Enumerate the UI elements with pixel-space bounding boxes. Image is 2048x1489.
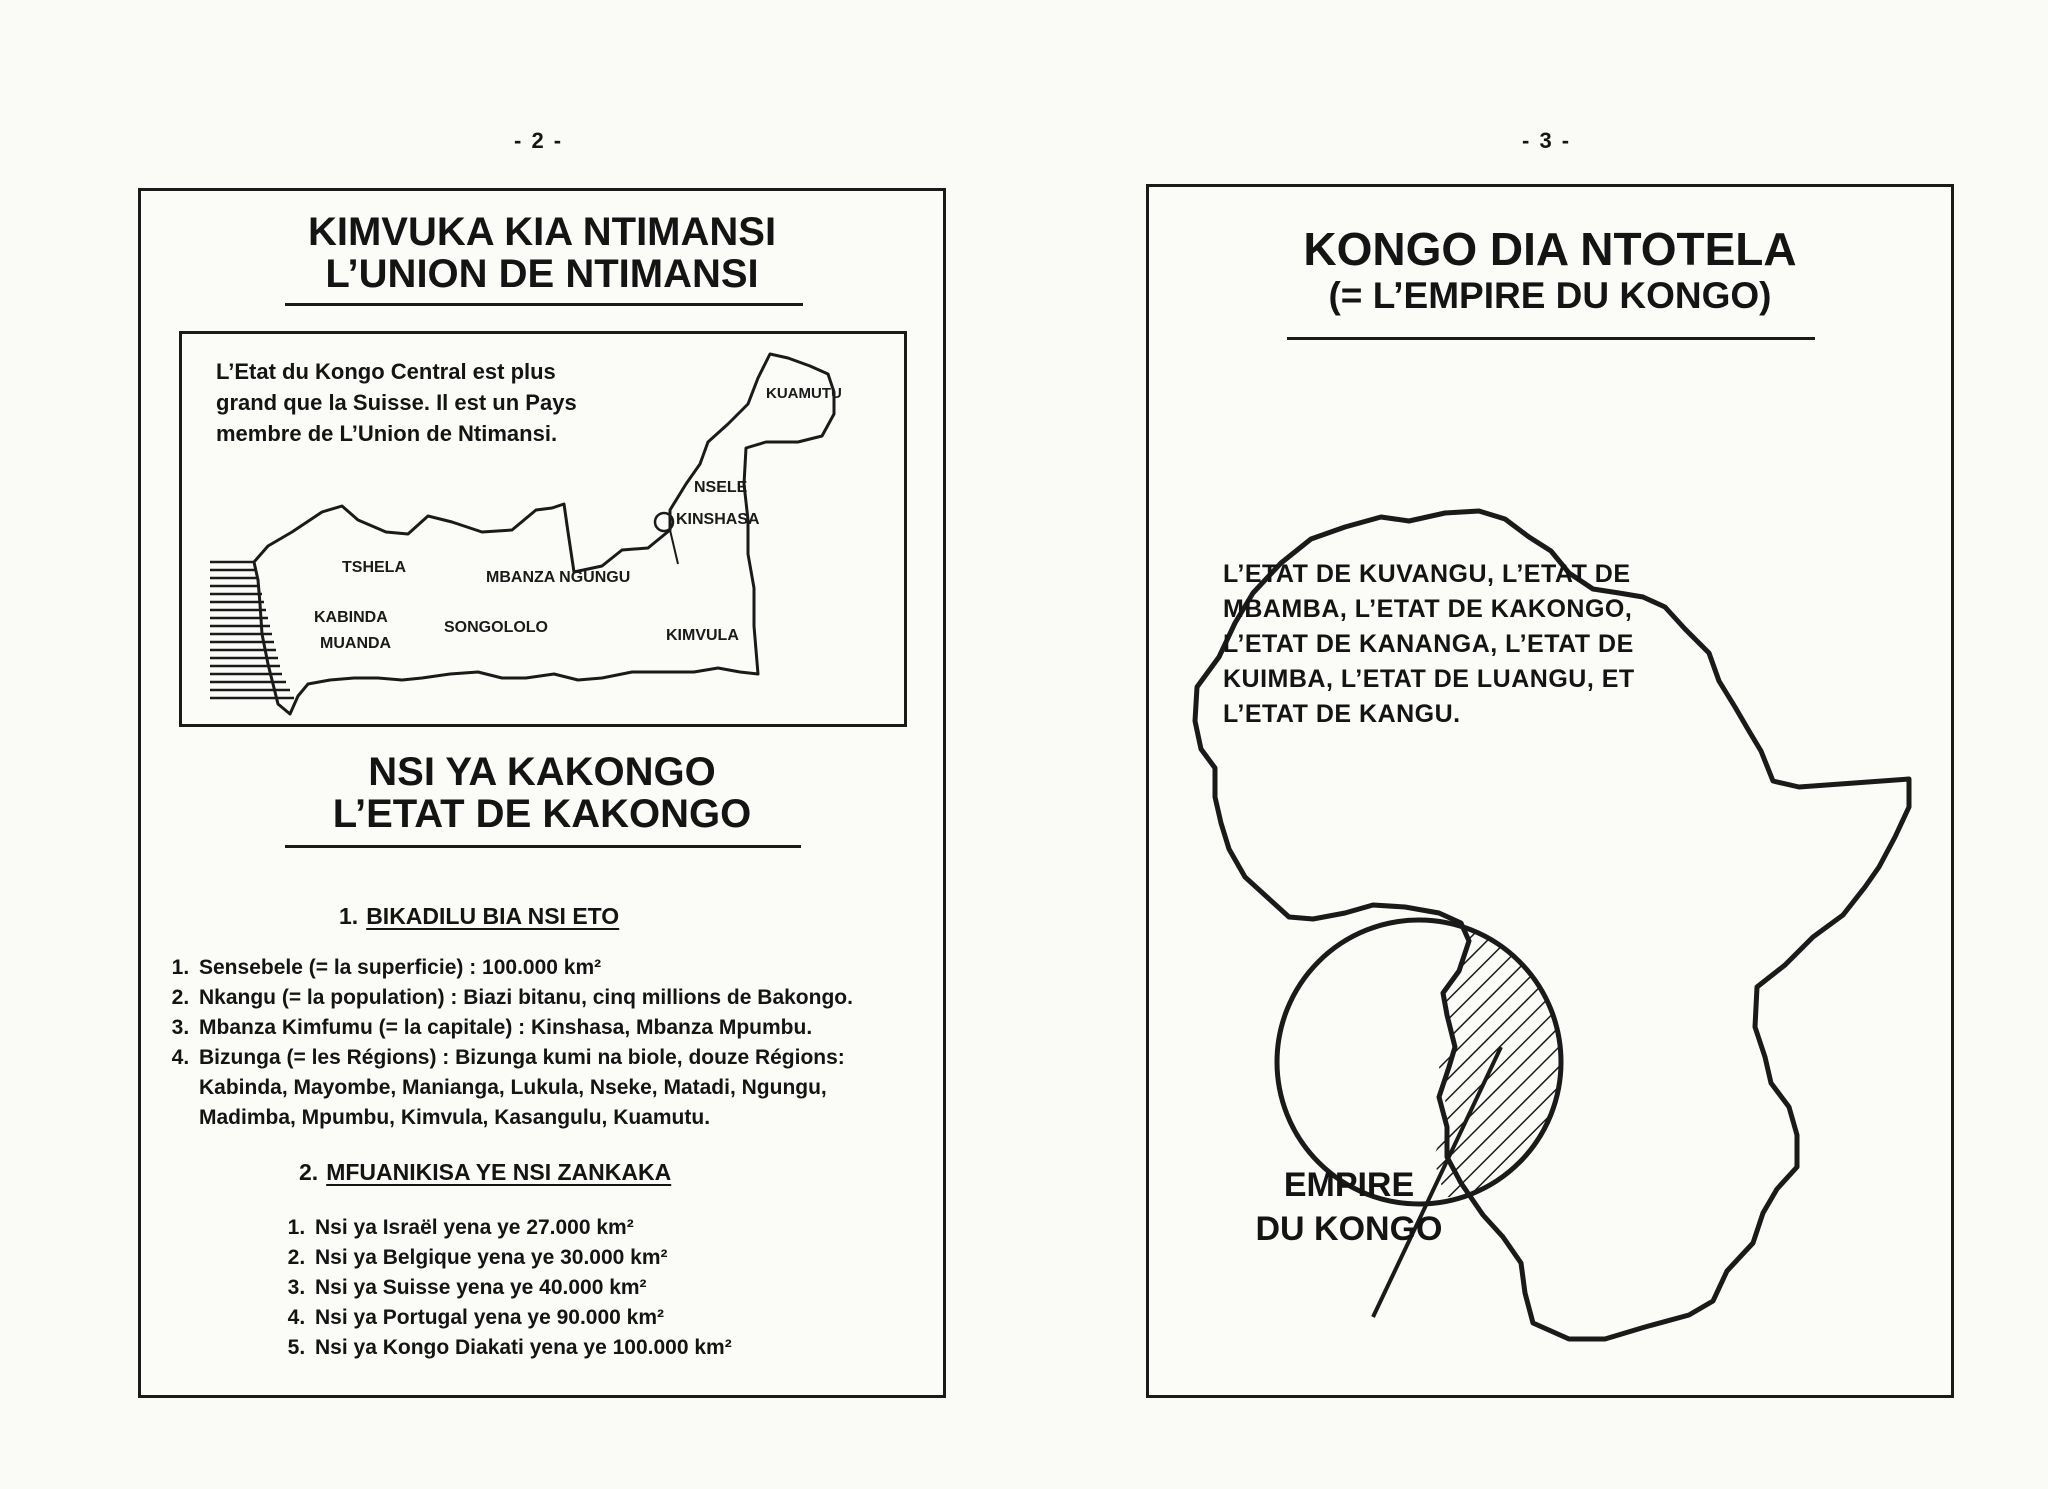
section1-heading: [339, 903, 619, 930]
kongo-central-outline: [182, 334, 904, 724]
map-label-songololo: SONGOLOLO: [444, 619, 548, 636]
list-item: 1. Sensebele (= la superficie) : 100.000 km²: [195, 953, 915, 983]
empire-label-line2: DU KONGO: [1255, 1210, 1443, 1248]
section1-number: 1.: [339, 903, 359, 929]
map-caption-line1: L’Etat du Kongo Central est plus: [216, 359, 556, 384]
kakongo-title-underline: [285, 845, 801, 848]
union-title: [141, 211, 943, 295]
section2-number: 2.: [299, 1159, 319, 1185]
empire-label: [1229, 1163, 1469, 1251]
empire-title: [1149, 225, 1951, 316]
section2-title: MFUANIKISA YE NSI ZANKAKA: [326, 1159, 672, 1185]
kakongo-title-line1: NSI YA KAKONGO: [368, 750, 716, 794]
map-label-kuamutu: KUAMUTU: [766, 385, 842, 402]
empire-title-underline: [1287, 337, 1815, 340]
page-number-right: - 3 -: [1522, 128, 1572, 153]
kongo-central-map: [179, 331, 907, 727]
union-title-line1: KIMVUKA KIA NTIMANSI: [307, 210, 777, 254]
states-line1: L’ETAT DE KUVANGU, L’ETAT DE: [1223, 560, 1631, 588]
list-item: 2. Nsi ya Belgique yena ye 30.000 km²: [311, 1243, 911, 1273]
kakongo-title: [141, 751, 943, 835]
union-title-underline: [285, 303, 803, 306]
empire-label-line1: EMPIRE: [1283, 1166, 1415, 1204]
map-label-muanda: MUANDA: [320, 635, 392, 652]
map-label-mbanza-ngungu: MBANZA NGUNGU: [486, 569, 631, 586]
map-label-tshela: TSHELA: [342, 559, 406, 576]
list-item: 3. Nsi ya Suisse yena ye 40.000 km²: [311, 1273, 911, 1303]
section2-list: [279, 1213, 911, 1363]
empire-title-line1: KONGO DIA NTOTELA: [1303, 223, 1797, 275]
page-number-left: - 2 -: [514, 128, 564, 153]
section1-title: BIKADILU BIA NSI ETO: [366, 903, 620, 929]
states-line3: L’ETAT DE KANANGA, L’ETAT DE: [1223, 630, 1634, 658]
right-page-panel: [1146, 184, 1954, 1398]
states-line5: L’ETAT DE KANGU.: [1223, 700, 1461, 728]
list-item: 1. Nsi ya Israël yena ye 27.000 km²: [311, 1213, 911, 1243]
list-item: 4. Bizunga (= les Régions) : Bizunga kumi na biole, douze Régions: Kabinda, Mayombe, Manianga, Lukula, Nseke, Matadi, Ngungu, Madimba, Mpumbu, Kimvula, Kasangulu, Kuamutu.: [195, 1043, 915, 1133]
empire-title-line2: (= L’EMPIRE DU KONGO): [1328, 275, 1772, 317]
list-item: 5. Nsi ya Kongo Diakati yena ye 100.000 km²: [311, 1333, 911, 1363]
map-label-kinshasa: KINSHASA: [676, 511, 760, 528]
left-page-panel: [138, 188, 946, 1398]
map-caption-line3: membre de L’Union de Ntimansi.: [216, 421, 558, 446]
map-caption-line2: grand que la Suisse. Il est un Pays: [216, 390, 577, 415]
states-text: [1223, 557, 1635, 732]
section1-list: [163, 953, 915, 1133]
section2-heading: [299, 1159, 671, 1186]
list-item: 3. Mbanza Kimfumu (= la capitale) : Kinshasa, Mbanza Mpumbu.: [195, 1013, 915, 1043]
map-label-nsele: NSELE: [694, 479, 748, 496]
map-label-kabinda: KABINDA: [314, 609, 388, 626]
union-title-line2: L’UNION DE NTIMANSI: [325, 252, 759, 296]
states-line2: MBAMBA, L’ETAT DE KAKONGO,: [1223, 595, 1633, 623]
kakongo-title-line2: L’ETAT DE KAKONGO: [332, 792, 752, 836]
states-line4: KUIMBA, L’ETAT DE LUANGU, ET: [1223, 665, 1635, 693]
map-label-kimvula: KIMVULA: [666, 627, 739, 644]
list-item: 4. Nsi ya Portugal yena ye 90.000 km²: [311, 1303, 911, 1333]
list-item: 2. Nkangu (= la population) : Biazi bitanu, cinq millions de Bakongo.: [195, 983, 915, 1013]
